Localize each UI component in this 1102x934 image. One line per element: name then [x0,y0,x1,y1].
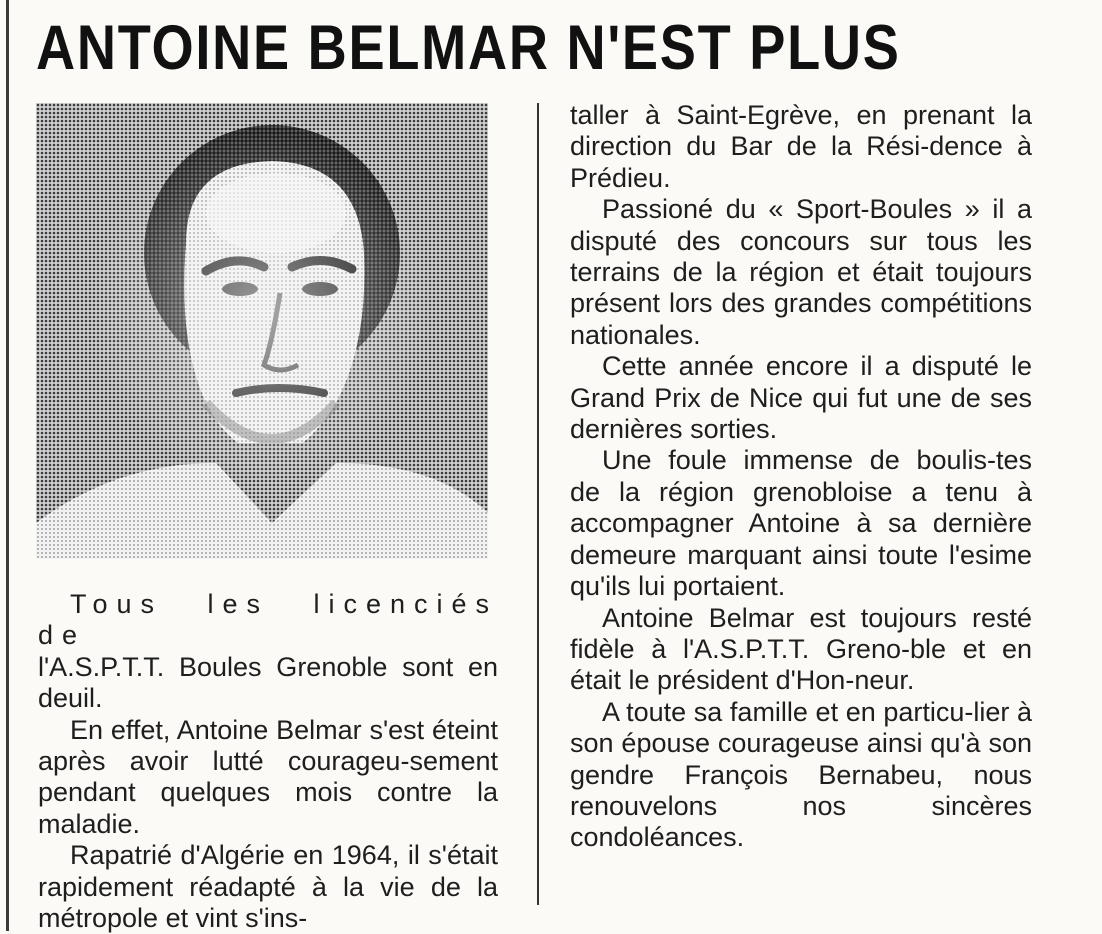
paragraph: l'A.S.P.T.T. Boules Grenoble sont en deuil. [38,651,498,714]
paragraph: Une foule immense de boulis-tes de la région grenobloise a tenu à accompagner Antoine à sa dernière demeure marquant ainsi toute l'esime qu'ils lui portaient. [570,445,1032,602]
paragraph: taller à Saint-Egrève, en prenant la direction du Bar de la Rési-dence à Prédieu. [570,100,1032,193]
column-divider [537,103,539,905]
paragraph: Passioné du « Sport-Boules » il a disputé des concours sur tous les terrains de la région et était toujours présent lors des grandes compétitions nationales. [570,194,1032,350]
left-column [38,589,498,934]
portrait-photo [36,103,488,559]
article-headline: ANTOINE BELMAR N'EST PLUS [36,13,901,83]
paragraph: Antoine Belmar est toujours resté fidèle à l'A.S.P.T.T. Greno-ble et en était le président d'Hon-neur. [570,602,1032,696]
paragraph: En effet, Antoine Belmar s'est éteint après avoir lutté courageu-sement pendant quelques mois contre la maladie. [38,714,498,839]
page-edge-rule [6,0,9,931]
paragraph: Rapatrié d'Algérie en 1964, il s'était rapidement réadapté à la vie de la métropole et vint s'ins- [38,840,498,934]
paragraph: A toute sa famille et en particu-lier à son épouse courageuse ainsi qu'à son gendre François Bernabeu, nous renouvelons nos sincères condoléances. [570,696,1032,853]
paragraph: Tous les licenciés de [38,589,498,651]
paragraph: Cette année encore il a disputé le Grand Prix de Nice qui fut une de ses dernières sorties. [570,351,1032,445]
right-column [570,100,1032,854]
